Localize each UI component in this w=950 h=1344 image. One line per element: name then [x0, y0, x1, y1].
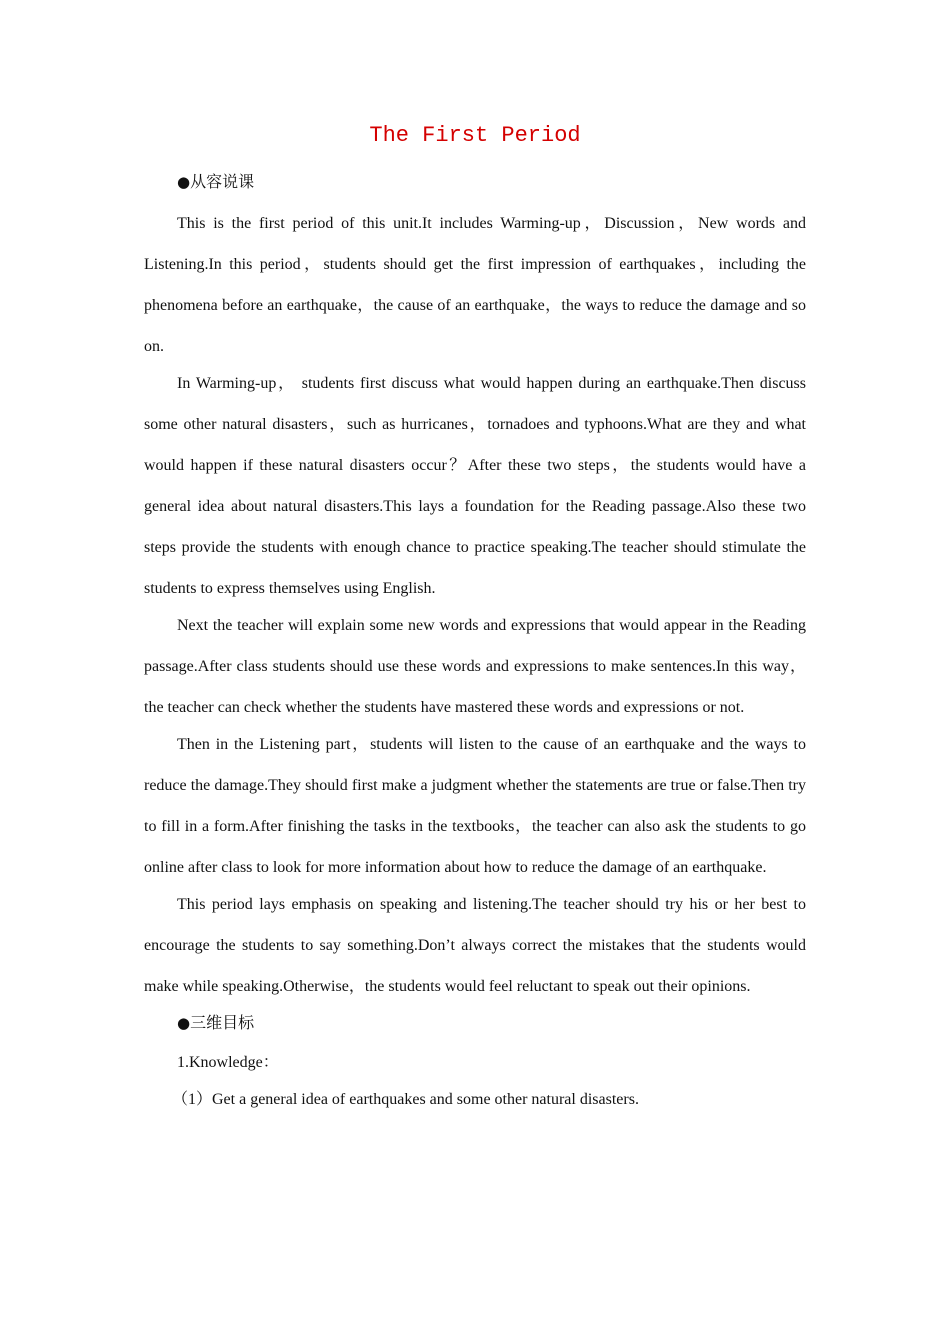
list-item-knowledge: 1.Knowledge： [177, 1054, 279, 1071]
document-body [144, 118, 806, 1118]
paragraph-5: This period lays emphasis on speaking and listening.The teacher should try his or her best to encourage the students to say something.Don’t always correct the mistakes that the students would make while speaking.Otherwise，the students would feel reluctant to speak out their opinions. [144, 896, 806, 995]
paragraph-3: Next the teacher will explain some new words and expressions that would appear in the Reading passage.After class students should use these words and expressions to make sentences.In this way， the teacher can check whether the students have mastered these words and expressions or not. [144, 617, 806, 716]
bullet-icon: ● [177, 1014, 191, 1032]
paragraph-4: Then in the Listening part，students will listen to the cause of an earthquake and the ways to reduce the damage.They should first make a judgment whether the statements are true or false.Then try to fill in a form.After finishing the tasks in the textbooks，the teacher can also ask the students to go online after class to look for more information about how to reduce the damage of an earthquake. [144, 736, 806, 876]
list-subitem-1: （1）Get a general idea of earthquakes and some other natural disasters. [172, 1091, 639, 1108]
section-heading-text: 三维目标 [190, 1015, 255, 1032]
page-title: The First Period [369, 123, 581, 148]
section-heading-text: 从容说课 [190, 174, 255, 191]
section-heading-objectives [144, 1007, 806, 1040]
paragraph-2: In Warming-up， students first discuss what would happen during an earthquake.Then discuss some other natural disasters，such as hurricanes，tornadoes and typhoons.What are they and what would happen if these natural disasters occur？After these two steps，the students would have a general idea about natural disasters.This lays a foundation for the Reading passage.Also these two steps provide the students with enough chance to practice speaking.The teacher should stimulate the students to express themselves using English. [144, 375, 806, 597]
paragraph-1: This is the first period of this unit.It includes Warming-up，Discussion，New words and Listening.In this period，students should get the first impression of earthquakes，including the phenomena before an earthquake，the cause of an earthquake，the ways to reduce the damage and so on. [144, 215, 806, 355]
section-heading-lesson-talk [144, 166, 806, 199]
bullet-icon: ● [177, 173, 191, 191]
